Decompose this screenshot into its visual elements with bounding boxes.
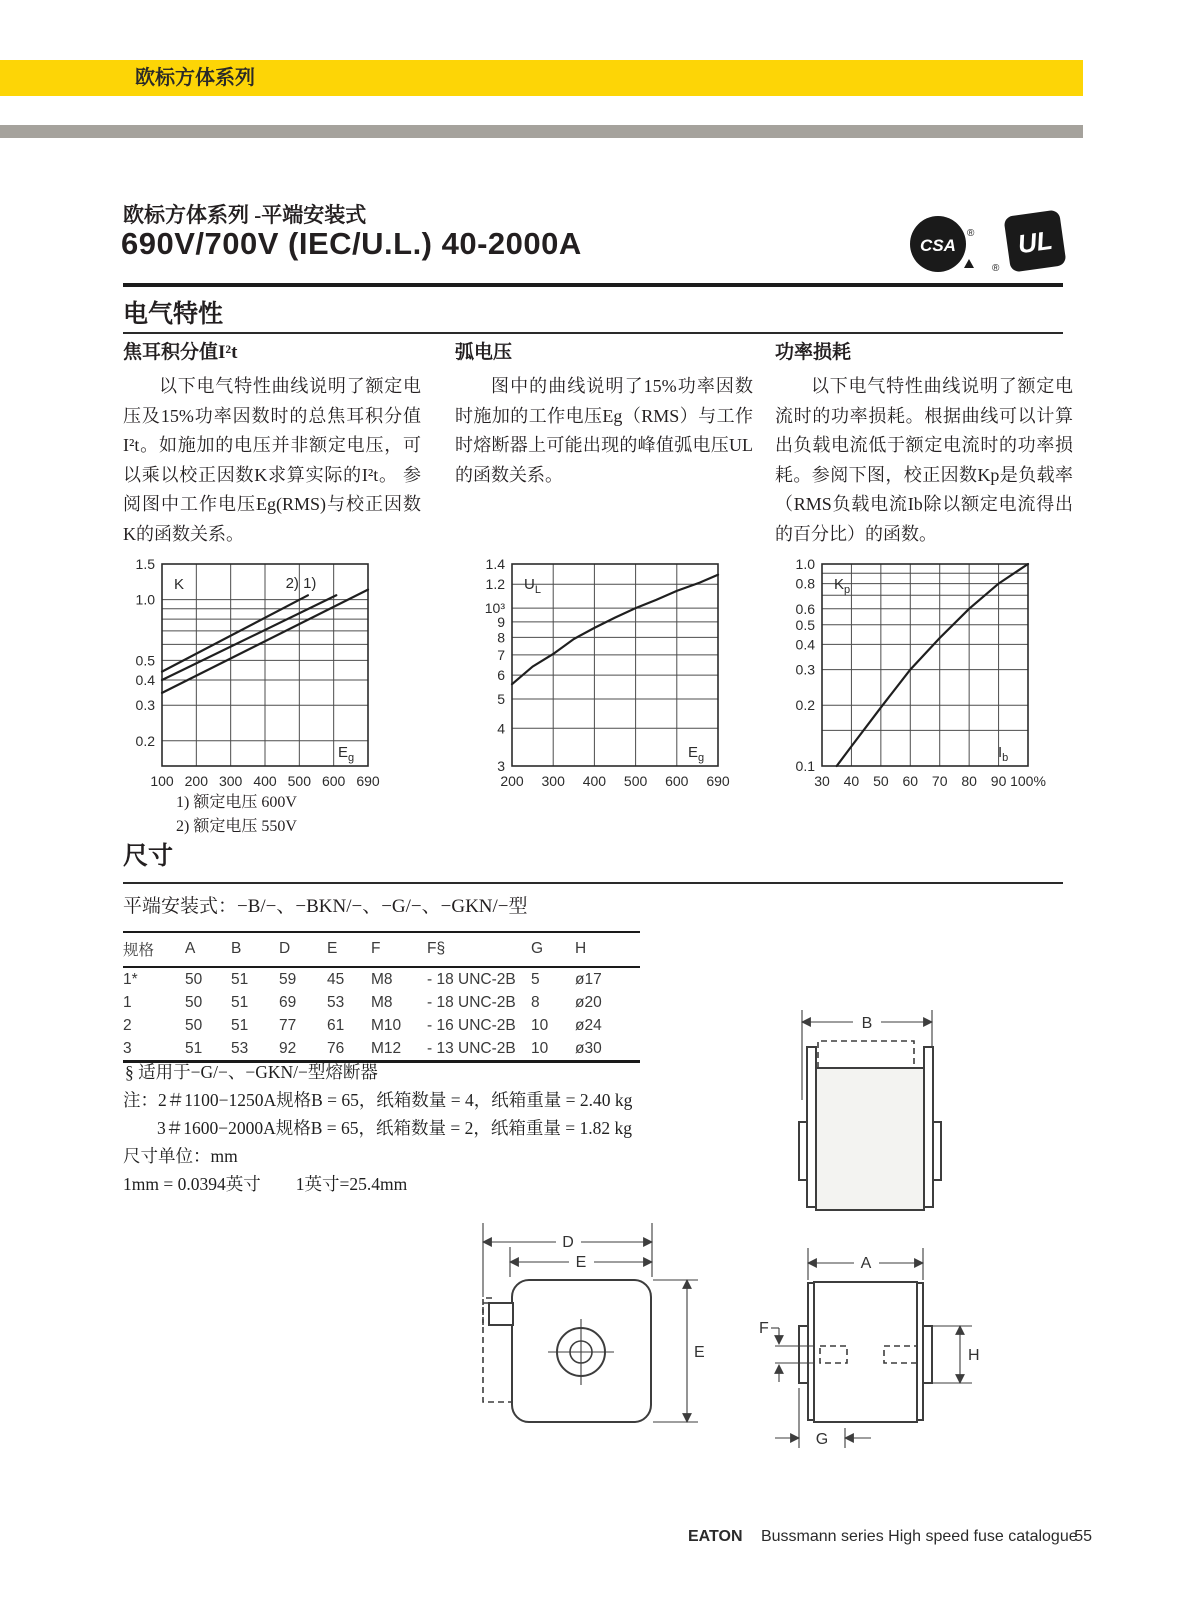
note-spec2: 注：2＃1100−1250A规格B = 65，纸箱数量 = 4，纸箱重量 = 2.40 kg (123, 1090, 633, 1110)
svg-text:1.5: 1.5 (135, 556, 155, 572)
dim-label-e-top: E (575, 1254, 587, 1271)
svg-text:1.0: 1.0 (795, 556, 815, 572)
mount-type-line: 平端安装式：−B/−、−BKN/−、−G/−、−GKN/−型 (123, 896, 528, 917)
table-cell: ø20 (575, 993, 602, 1011)
svg-text:400: 400 (582, 773, 607, 788)
product-subtitle: 欧标方体系列 -平端安装式 (123, 203, 367, 227)
svg-text:K: K (174, 576, 185, 593)
svg-text:0.4: 0.4 (135, 672, 155, 688)
table-cell: - 13 UNC-2B (427, 1039, 516, 1057)
table-cell: 76 (327, 1039, 345, 1057)
svg-text:9: 9 (497, 613, 505, 630)
note-conversion: 1mm = 0.0394英寸 1英寸=25.4mm (123, 1174, 408, 1194)
svg-text:UL: $U_L$ (524, 576, 541, 596)
series-banner-label: 欧标方体系列 (135, 67, 255, 89)
table-cell: 51 (231, 993, 249, 1011)
drawing-face-view (435, 1185, 725, 1445)
footer-title: Bussmann series High speed fuse catalogue (760, 1528, 1078, 1545)
table-cell: 3 (123, 1039, 132, 1057)
table-cell: 53 (231, 1039, 249, 1057)
column-arc-voltage-body: 图中的曲线说明了15%功率因数时施加的工作电压Eg（RMS）与工作时熔断器上可能出现的峰值弧电压UL的函数关系。 (455, 376, 753, 485)
title-rule (123, 283, 1063, 287)
svg-text:400: 400 (253, 773, 277, 788)
table-cell: M10 (371, 1016, 402, 1034)
table-cell: ø30 (575, 1039, 602, 1057)
svg-text:200: 200 (500, 773, 524, 788)
svg-text:10³: 10³ (484, 600, 505, 617)
table-cell: 50 (185, 970, 203, 988)
column-power-loss (775, 337, 1073, 549)
svg-text:7: 7 (497, 646, 505, 663)
table-cell: 77 (279, 1016, 297, 1034)
svg-text:600: 600 (321, 773, 346, 788)
table-cell: - 16 UNC-2B (427, 1016, 516, 1034)
chart-footnote-1: 1) 额定电压 600V (176, 794, 297, 811)
table-cell: 59 (279, 970, 297, 988)
table-row (123, 991, 640, 1014)
note-unit: 尺寸单位：mm (123, 1146, 238, 1166)
svg-text:®: ® (992, 263, 1000, 274)
dim-label-f: F (759, 1320, 769, 1337)
dimensions-table-wrap (123, 931, 640, 1063)
svg-text:0.4: 0.4 (795, 636, 815, 653)
svg-text:50: 50 (873, 773, 889, 788)
electrical-heading: 电气特性 (123, 301, 224, 328)
column-power-loss-body: 以下电气特性曲线说明了额定电流时的功率损耗。根据曲线可以计算出负载电流低于额定电流时的功率损耗。参阅下图，校正因数Kp是负载率（RMS负载电流Ib除以额定电流得出的百分比）的函数。 (775, 376, 1073, 544)
table-row (123, 1037, 640, 1062)
col-header: G (531, 932, 575, 967)
dim-label-d: D (562, 1234, 574, 1251)
table-cell: 10 (531, 1016, 549, 1034)
col-header: H (575, 932, 640, 967)
svg-text:1.0: 1.0 (135, 591, 155, 608)
svg-text:90: 90 (990, 773, 1007, 788)
table-cell: 1 (123, 993, 132, 1011)
column-arc-voltage-title: 弧电压 (455, 342, 513, 363)
svg-text:0.1: 0.1 (795, 758, 815, 774)
table-row (123, 1014, 640, 1037)
svg-text:200: 200 (184, 773, 209, 788)
svg-text:1.2: 1.2 (485, 576, 505, 593)
col-header: A (185, 932, 231, 967)
product-title: 690V/700V (IEC/U.L.) 40-2000A (121, 226, 582, 261)
k-factor-chart (118, 548, 410, 788)
table-cell: ø24 (575, 1016, 602, 1034)
svg-text:8: 8 (497, 629, 505, 646)
electrical-rule (123, 332, 1063, 334)
svg-text:6: 6 (497, 667, 505, 684)
dim-label-h: H (968, 1347, 980, 1364)
svg-text:0.5: 0.5 (135, 652, 155, 669)
svg-text:500: 500 (287, 773, 312, 788)
col-header: F§ (427, 932, 531, 967)
svg-text:0.3: 0.3 (795, 661, 815, 678)
table-cell: 69 (279, 993, 297, 1011)
table-cell: 51 (231, 970, 249, 988)
col-header: D (279, 932, 327, 967)
svg-text:80: 80 (961, 773, 977, 788)
table-cell: 92 (279, 1039, 297, 1057)
svg-text:300: 300 (541, 773, 565, 788)
svg-text:0.5: 0.5 (795, 616, 815, 633)
table-cell: 8 (531, 993, 540, 1011)
table-cell: 1* (123, 970, 138, 988)
col-header: E (327, 932, 371, 967)
svg-text:2) 1): 2) 1) (285, 575, 317, 593)
table-cell: 51 (231, 1016, 249, 1034)
table-cell: 61 (327, 1016, 345, 1034)
note-section-mark: § 适用于−G/−、−GKN/−型熔断器 (125, 1062, 378, 1082)
svg-text:0.2: 0.2 (795, 697, 815, 714)
table-cell: 5 (531, 970, 540, 988)
drawing-front-view (750, 980, 960, 1225)
dimensions-heading: 尺寸 (123, 843, 174, 870)
col-header: B (231, 932, 279, 967)
table-cell: - 18 UNC-2B (427, 970, 516, 988)
svg-text:600: 600 (665, 773, 689, 788)
table-cell: M8 (371, 970, 393, 988)
table-cell: 50 (185, 1016, 203, 1034)
dim-label-a: A (860, 1255, 872, 1272)
table-header-row (123, 932, 640, 967)
svg-text:5: 5 (497, 691, 505, 707)
svg-text:1.4: 1.4 (485, 556, 505, 572)
series-banner (0, 60, 1083, 96)
table-cell: 45 (327, 970, 345, 988)
column-i2t (123, 337, 421, 549)
dim-label-e-right: E (694, 1344, 705, 1361)
footer (688, 1528, 1078, 1546)
column-power-loss-title: 功率损耗 (775, 342, 852, 363)
svg-text:500: 500 (623, 773, 648, 788)
col-header: F (371, 932, 427, 967)
dimensions-rule (123, 882, 1063, 884)
footer-brand: EATON (688, 1528, 743, 1545)
svg-text:0.6: 0.6 (795, 600, 815, 617)
column-arc-voltage (455, 337, 753, 490)
svg-text:0.3: 0.3 (135, 697, 155, 714)
svg-text:30: 30 (814, 773, 830, 788)
note-spec3: 3＃1600−2000A规格B = 65，纸箱数量 = 2，纸箱重量 = 1.82 kg (157, 1118, 633, 1138)
svg-text:60: 60 (902, 773, 919, 788)
svg-text:4: 4 (497, 720, 505, 737)
table-cell: M8 (371, 993, 393, 1011)
svg-text:UL: UL (1015, 224, 1055, 260)
table-row (123, 967, 640, 991)
svg-text:Ib: $I_b$ (998, 744, 1009, 764)
power-loss-chart (778, 548, 1070, 788)
table-cell: - 18 UNC-2B (427, 993, 516, 1011)
dim-label-g: G (815, 1431, 829, 1448)
svg-text:®: ® (967, 228, 975, 239)
ul-logo-icon (990, 203, 1075, 278)
svg-text:0.8: 0.8 (795, 575, 815, 592)
svg-text:CSA: CSA (920, 236, 956, 255)
svg-text:300: 300 (218, 773, 243, 788)
dimensions-table (123, 931, 640, 1063)
svg-text:Kp: $K_p$ (834, 576, 851, 596)
page-number: 55 (1074, 1528, 1092, 1545)
chart-footnote-2: 2) 额定电压 550V (176, 818, 297, 835)
drawing-side-view (725, 1230, 995, 1465)
column-i2t-body: 以下电气特性曲线说明了额定电压及15%功率因数时的总焦耳积分值I²t。如施加的电压并非额定电压，可以乘以校正因数K求算实际的I²t。 参阅图中工作电压Eg(RMS)与校正因数K的函数关系。 (123, 376, 421, 544)
table-cell: 53 (327, 993, 345, 1011)
svg-text:3: 3 (497, 758, 505, 774)
col-header: 规格 (123, 932, 185, 967)
svg-text:0.2: 0.2 (135, 732, 155, 749)
svg-text:690: 690 (356, 773, 380, 788)
svg-text:Eg: $E_g$ (688, 744, 705, 764)
table-cell: ø17 (575, 970, 602, 988)
table-cell: 50 (185, 993, 203, 1011)
arc-voltage-chart (468, 548, 760, 788)
table-cell: 2 (123, 1016, 132, 1034)
csa-logo-icon (905, 206, 980, 278)
dim-label-b: B (861, 1015, 873, 1032)
svg-text:100: 100 (150, 773, 174, 788)
table-cell: 10 (531, 1039, 549, 1057)
svg-text:Eg: $E_g$ (338, 744, 355, 764)
divider-bar (0, 125, 1083, 138)
svg-text:40: 40 (843, 773, 860, 788)
table-cell: M12 (371, 1039, 402, 1057)
svg-text:100%: 100% (1010, 773, 1046, 788)
svg-text:690: 690 (706, 773, 730, 788)
svg-text:70: 70 (931, 773, 948, 788)
table-cell: 51 (185, 1039, 203, 1057)
column-i2t-title: 焦耳积分值I²t (123, 342, 238, 363)
